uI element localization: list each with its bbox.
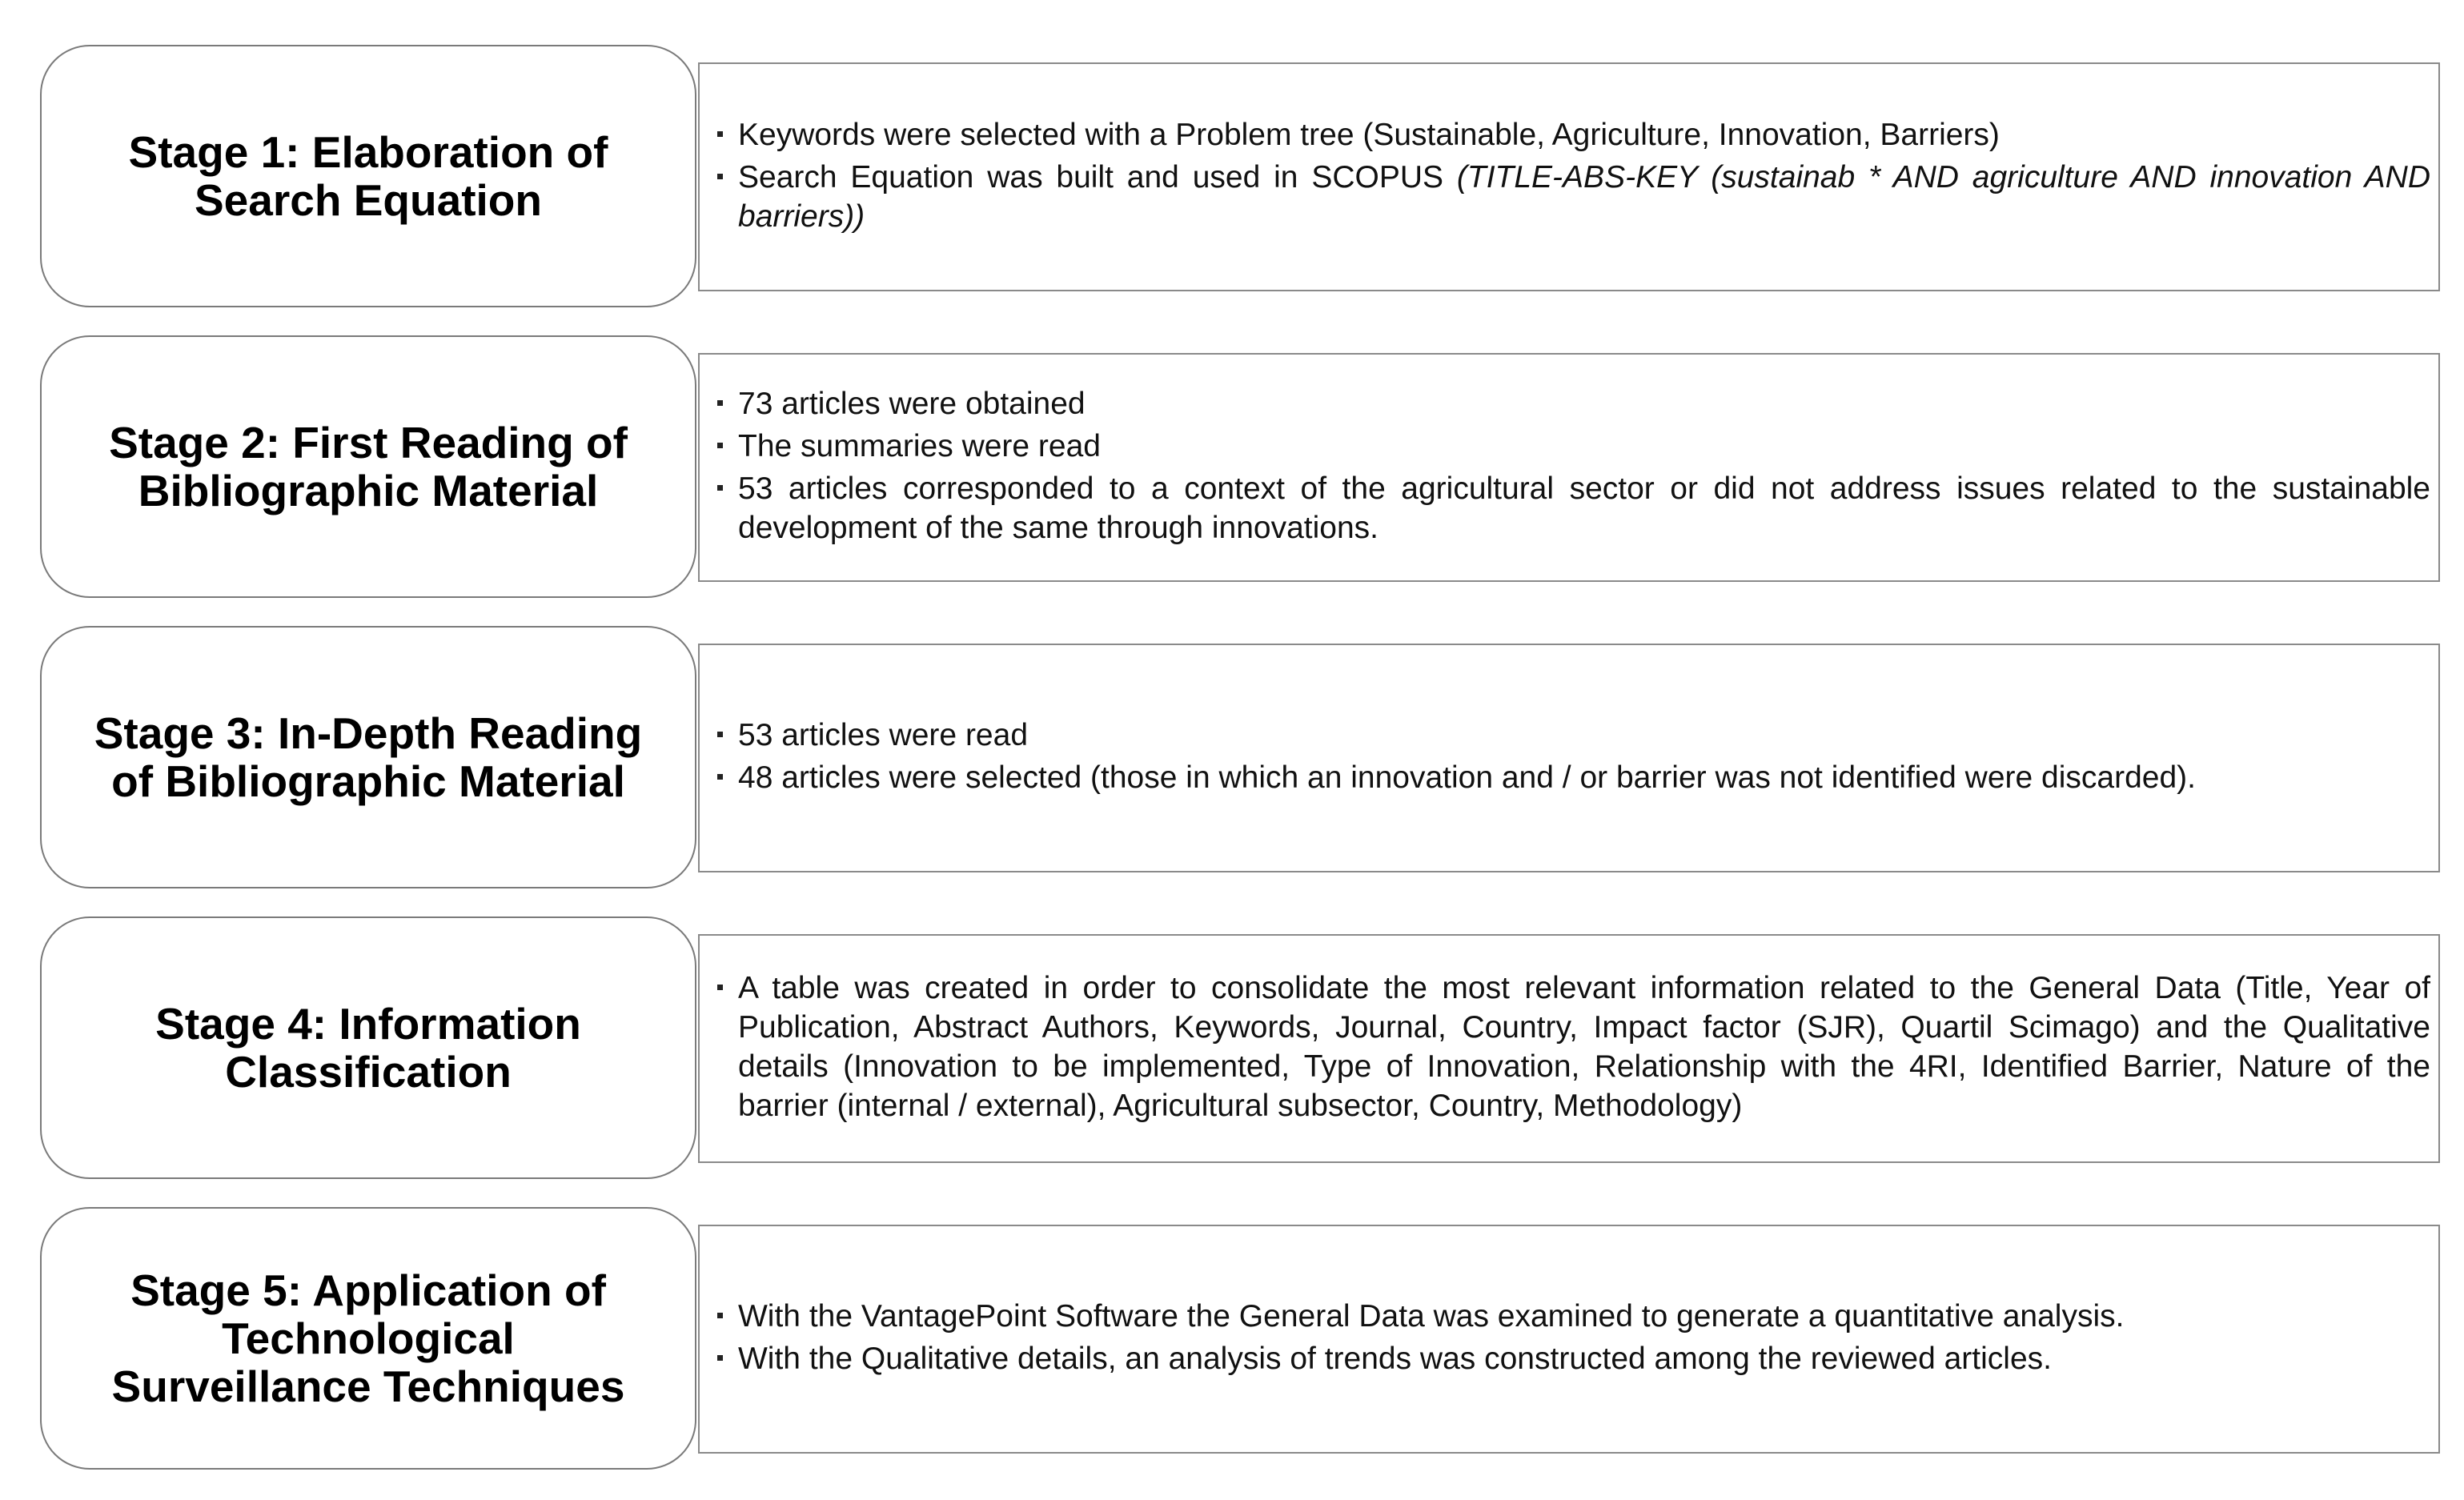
stage-2-bullet (717, 427, 2430, 466)
stage-3-bullet-list (717, 716, 2430, 800)
stage-2-bullet-list (717, 384, 2430, 551)
stage-5-detail-box (698, 1225, 2440, 1454)
stage-5-bullet (717, 1339, 2430, 1378)
stage-5-title: Stage 5: Application of Technological Surveillance Techniques (111, 1265, 625, 1411)
stage-1-title: Stage 1: Elaboration of Search Equation (128, 127, 608, 225)
stage-5-bullet-list (717, 1297, 2430, 1382)
stage-1-bullet-text: Keywords were selected with a Problem tree (Sustainable, Agriculture, Innovation, Barriers) (738, 117, 2000, 152)
stage-3-bullet-text: 48 articles were selected (those in which an innovation and / or barrier was not identified were discarded). (738, 760, 2196, 795)
stage-3-bullet (717, 716, 2430, 755)
stage-3-bullet (717, 758, 2430, 797)
stage-4-bullet-text: A table was created in order to consolidate the most relevant information related to the General Data (Title, Year of Publication, Abstract Authors, Keywords, Journal, Country, Impact factor (SJR), Quartil Scimago) and the Qualitative details (Innovation to be implemented, Type of Innovation, Relationship with the 4RI, Identified Barrier, Nature of the barrier (internal / external), Agricultural subsector, Country, Methodology) (738, 971, 2430, 1123)
stage-2-title-box (40, 335, 696, 598)
stage-2-detail-box (698, 353, 2440, 582)
search-equation-text: (TITLE-ABS-KEY (sustainab * AND agriculture AND innovation AND barriers)) (738, 159, 2431, 234)
stage-3-bullet-text: 53 articles were read (738, 718, 1029, 752)
stage-3-detail-box (698, 644, 2440, 872)
stage-4-title: Stage 4: Information Classification (155, 999, 581, 1097)
stage-1-title-box (40, 45, 696, 307)
stage-5-bullet (717, 1297, 2430, 1336)
stage-2-bullet-text: 53 articles corresponded to a context of the agricultural sector or did not address issues related to the sustainable development of the same through innovations. (738, 471, 2430, 545)
stage-1-bullet-text: Search Equation was built and used in SCOPUS (738, 159, 1457, 195)
stage-4-title-box (40, 916, 696, 1179)
stage-2-bullet (717, 384, 2430, 423)
stage-4-bullet (717, 969, 2430, 1125)
stage-5-bullet-text: With the VantagePoint Software the General Data was examined to generate a quantitative analysis. (738, 1299, 2125, 1334)
stage-2-title: Stage 2: First Reading of Bibliographic Material (109, 418, 628, 515)
stage-4-bullet-list (717, 969, 2430, 1129)
stage-5-bullet-text: With the Qualitative details, an analysis of trends was constructed among the reviewed articles. (738, 1342, 2052, 1376)
stage-4-detail-box (698, 934, 2440, 1163)
stage-2-bullet (717, 469, 2430, 547)
stage-1-bullet-list (717, 115, 2430, 239)
stage-2-bullet-text: The summaries were read (738, 429, 1101, 463)
stage-2-bullet-text: 73 articles were obtained (738, 387, 1086, 421)
stage-1-bullet (717, 115, 2430, 154)
stage-1-bullet (717, 158, 2430, 236)
stage-5-title-box (40, 1207, 696, 1470)
stage-3-title-box (40, 626, 696, 888)
stage-3-title: Stage 3: In-Depth Reading of Bibliographic Material (94, 708, 643, 806)
stage-1-detail-box (698, 62, 2440, 291)
